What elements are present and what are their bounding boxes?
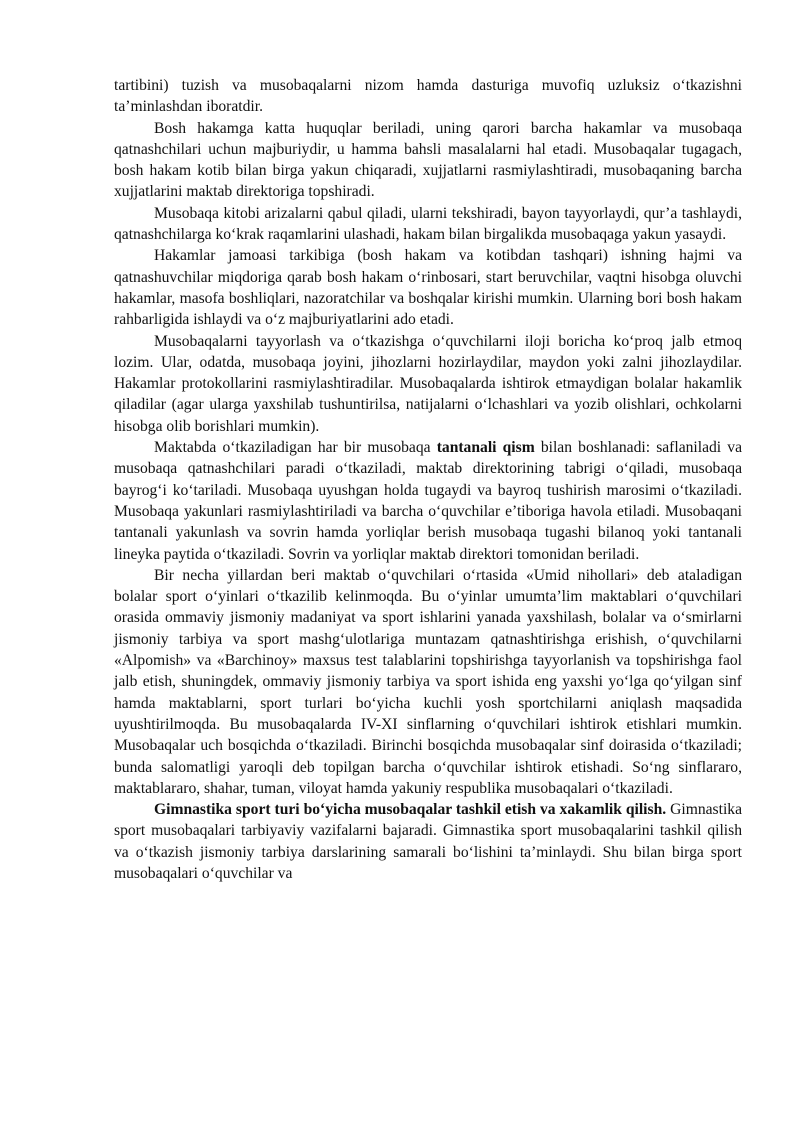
paragraph (114, 331, 742, 437)
paragraph-text: Musobaqalarni tayyorlash va o‘tkazishga o‘quvchilarni iloji boricha ko‘proq jalb etmoq lozim. Ular, odatda, musobaqa joyini, jihozlarni hozirlaydilar, maydon yoki zalni jihozlaydilar. Hakamlar protokollarini rasmiylashtiradilar. Musobaqalarda ishtirok etmaydigan bolalar hakamlik qiladilar (agar ularga yaxshilab tushuntirilsa, natijalarni o‘lchashlari va yozib olishlari, ochkolarni hisobga olib borishlari mumkin). (114, 332, 742, 435)
document-page (114, 75, 742, 884)
paragraph-text: Hakamlar jamoasi tarkibiga (bosh hakam va kotibdan tashqari) ishning hajmi va qatnashuvchilar miqdoriga qarab bosh hakam o‘rinbosari, start beruvchilar, vaqtni hisobga oluvchi hakamlar, masofa boshliqlari, nazoratchilar va boshqalar kirishi mumkin. Ularning bori bosh hakam rahbarligida ishlaydi va o‘z majburiyatlarini ado etadi. (114, 247, 742, 329)
paragraph (114, 203, 742, 246)
paragraph (114, 75, 742, 118)
paragraph (114, 799, 742, 884)
bold-term: tantanali qism (436, 439, 535, 457)
paragraph (114, 565, 742, 799)
paragraph-text: tartibini) tuzish va musobaqalarni nizom hamda dasturiga muvofiq uzluksiz o‘tkazishni ta’minlashdan iboratdir. (114, 77, 742, 116)
section-heading: Gimnastika sport turi bo‘yicha musobaqalar tashkil etish va xakamlik qilish. (154, 801, 667, 819)
paragraph (114, 437, 742, 565)
paragraph-text: Bosh hakamga katta huquqlar beriladi, uning qarori barcha hakamlar va musobaqa qatnashchilari uchun majburiydir, u hamma bahsli masalalarni hal etadi. Musobaqalar tugagach, bosh hakam kotib bilan birga yakun chiqaradi, xujjatlarni rasmiylashtiradi, musobaqaning barcha xujjatlarini maktab direktoriga topshiradi. (114, 119, 742, 201)
paragraph-text: Musobaqa kitobi arizalarni qabul qiladi, ularni tekshiradi, bayon tayyorlaydi, qur’a tashlaydi, qatnashchilarga ko‘krak raqamlarini ulashadi, hakam bilan birgalikda musobaqaga yakun yasaydi. (114, 204, 742, 244)
paragraph (114, 245, 742, 330)
paragraph-text: Bir necha yillardan beri maktab o‘quvchilari o‘rtasida «Umid nihollari» deb ataladigan bolalar sport o‘yinlari o‘tkazilib kelinmoqda. Bu o‘yinlar umumta’lim maktablari o‘quvchilari orasida ommaviy jismoniy madaniyat va sport ishlarini yanada yaxshilash, bolalar va o‘smirlarni jismoniy tarbiya va sport mashg‘ulotlariga muntazam qatnashtirishga erishish, o‘quvchilarni «Alpomish» va «Barchinoy» maxsus test talablarini topshirishga tayyorlanish va topshirishga faol jalb etish, shuningdek, ommaviy jismoniy tarbiya va sport ishida eng yaxshi yo‘lga qo‘yilgan sinf hamda maktablarni, sport turlari bo‘yicha kuchli yosh sportchilarni aniqlash maqsadida uyushtirilmoqda. Bu musobaqalarda IV-XI sinflarning o‘quvchilari ishtirok etishlari mumkin. Musobaqalar uch bosqichda o‘tkaziladi. Birinchi bosqichda musobaqalar sinf doirasida o‘tkaziladi; bunda salomatligi yaroqli deb topilgan barcha o‘quvchilar ishtirok etishadi. So‘ng sinflararo, maktablararo, shahar, tuman, viloyat hamda yakuniy respublika musobaqalari o‘tkaziladi. (114, 566, 742, 797)
paragraph-text: Maktabda o‘tkaziladigan har bir musobaqa (154, 439, 437, 457)
paragraph-text: bilan boshlanadi: saflaniladi va musobaqa qatnashchilari paradi o‘tkaziladi, maktab direktorining tabrigi o‘qiladi, musobaqa bayrog‘i ko‘tariladi. Musobaqa uyushgan holda tugaydi va bayroq tushirish marosimi o‘tkaziladi. Musobaqa yakunlari rasmiylashtiriladi va barcha o‘quvchilar e’tiboriga havola etiladi. Musobaqani tantanali yakunlash va sovrin hamda yorliqlar berish musobaqa tugashi bilanoq yoki tantanali lineyka paytida o‘tkaziladi. Sovrin va yorliqlar maktab direktori tomonidan beriladi. (114, 439, 742, 563)
paragraph-text: Gimnastika sport musobaqalari tarbiyaviy vazifalarni bajaradi. Gimnastika sport musobaqalarini tashkil qilish va o‘tkazish jismoniy tarbiya darslarining samarali bo‘lishini ta’minlaydi. Shu bilan birga sport musobaqalari o‘quvchilar va (114, 801, 743, 882)
paragraph (114, 118, 742, 203)
